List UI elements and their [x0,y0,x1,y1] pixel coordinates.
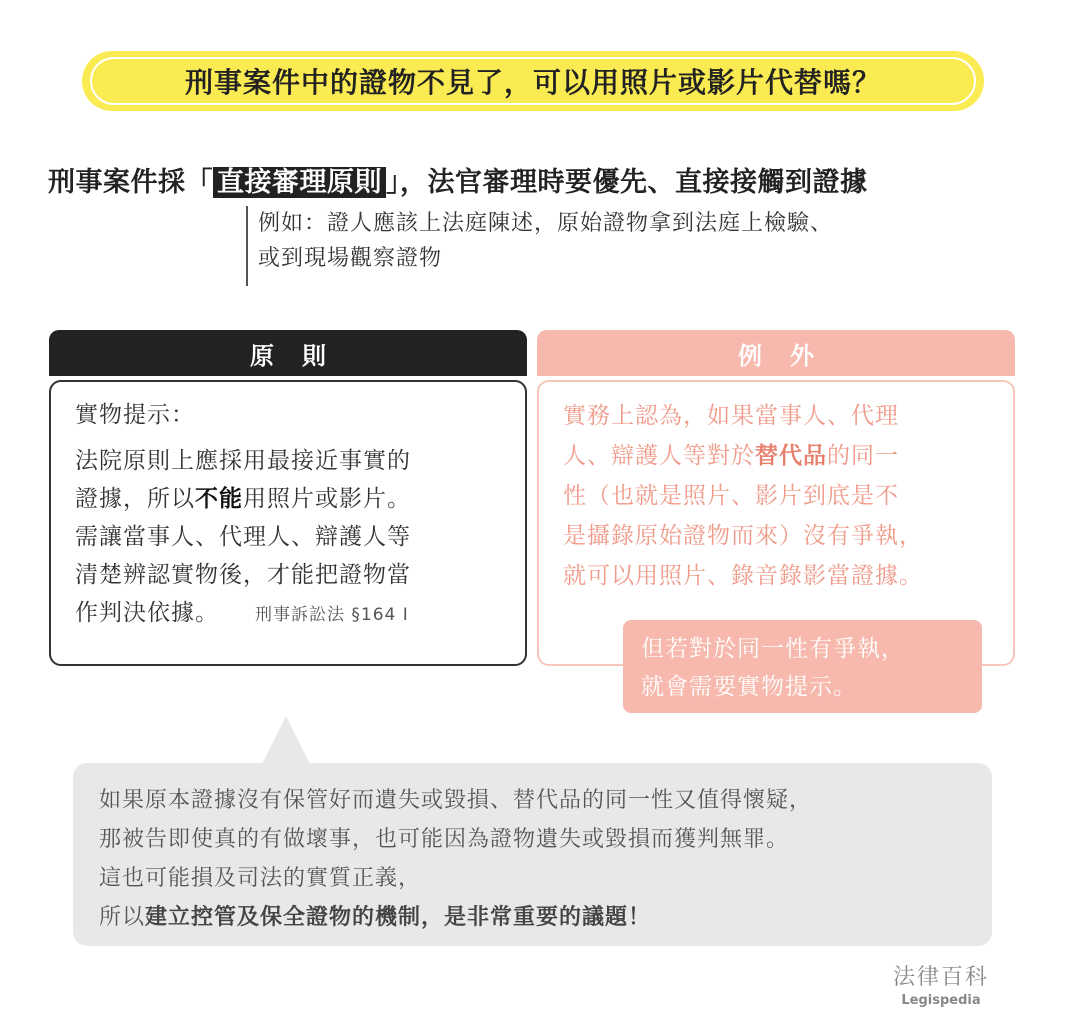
page-title: 刑事案件中的證物不見了，可以用照片或影片代替嗎？ [90,57,976,105]
example-line-1: 例如：證人應該上法庭陳述，原始證物拿到法庭上檢驗、 [258,211,834,236]
rule-line-1: 法院原則上應採用最接近事實的 [75,448,411,474]
exception-line-2-post: 的同一 [827,443,899,469]
exception-line-1: 實務上認為，如果當事人、代理 [563,403,899,429]
example-note [246,206,1006,286]
rule-line-5-text: 作判決依據。 [75,600,219,626]
exception-line-4: 是攝錄原始證物而來）沒有爭執， [563,523,923,549]
exception-line-5: 就可以用照片、錄音錄影當證據。 [563,563,923,589]
exception-note-line-2: 就會需要實物提示。 [641,674,857,700]
bubble-line-4 [99,898,972,937]
title-banner [82,51,984,111]
headline-post: 」，法官審理時要優先、直接接觸到證據 [386,167,868,198]
headline-highlight: 直接審理原則 [213,167,386,198]
bubble-emphasis: 建立控管及保全證物的機制，是非常重要的議題！ [145,905,652,930]
headline [48,160,1028,199]
rule-card [49,380,527,666]
rule-header: 原則 [49,330,527,376]
exception-note [623,620,982,713]
rule-line-2-post: 用照片或影片。 [243,486,411,512]
headline-pre: 刑事案件採「 [48,167,213,198]
logo-english: Legispedia [901,993,981,1008]
bubble-line-4-pre: 所以 [99,905,146,930]
exception-line-2 [563,436,995,476]
bubble-line-1: 如果原本證據沒有保管好而遺失或毀損、替代品的同一性又值得懷疑， [99,788,813,813]
rule-line-2 [75,480,503,518]
exception-note-line-1: 但若對於同一性有爭執， [641,636,905,662]
example-line-2: 或到現場觀察證物 [258,246,443,271]
brand-logo [886,960,996,1008]
rule-emphasis: 不能 [195,486,243,512]
speech-bubble [73,763,992,946]
bubble-line-3: 這也可能損及司法的實質正義， [99,866,422,891]
rule-line-2-pre: 證據，所以 [75,486,195,512]
rule-line-5 [75,594,503,634]
exception-line-3: 性（也就是照片、影片到底是不 [563,483,899,509]
rule-line-4: 清楚辨認實物後，才能把證物當 [75,562,411,588]
exception-header: 例外 [537,330,1015,376]
rule-line-3: 需讓當事人、代理人、辯護人等 [75,524,411,550]
bubble-line-2: 那被告即使真的有做壞事，也可能因為證物遺失或毀損而獲判無罪。 [99,827,790,852]
exception-line-2-pre: 人、辯護人等對於 [563,443,755,469]
law-citation: 刑事訴訟法 §164 I [255,605,409,625]
speech-bubble-tail [262,716,310,764]
logo-chinese: 法律百科 [892,965,989,990]
rule-label: 實物提示： [75,402,195,428]
exception-emphasis: 替代品 [755,443,827,469]
rule-body [75,442,503,634]
